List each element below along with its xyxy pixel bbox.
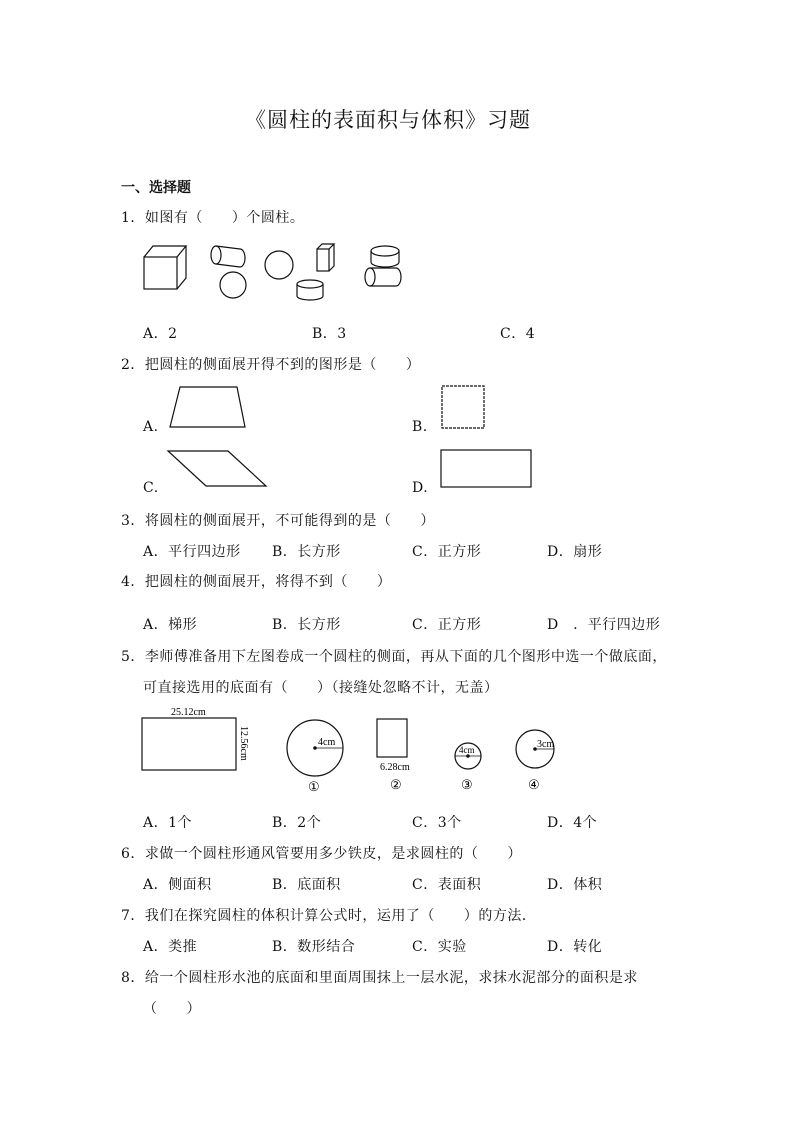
- q6-option-b[interactable]: B．底面积: [272, 877, 341, 893]
- question-2-text: 2．把圆柱的侧面展开得不到的图形是（ ）: [121, 357, 421, 373]
- q2-option-b[interactable]: B.: [412, 419, 428, 435]
- question-1-text: 1．如图有（ ）个圆柱。: [121, 210, 305, 226]
- q1-option-c[interactable]: C．4: [500, 326, 536, 342]
- q6-option-a[interactable]: A．侧面积: [143, 877, 212, 893]
- marker-1: ①: [308, 779, 320, 794]
- q3-option-b[interactable]: B．长方形: [272, 544, 341, 560]
- q7-option-a[interactable]: A．类推: [143, 939, 198, 955]
- q5-option-d[interactable]: D．4个: [547, 815, 598, 831]
- q2-option-a[interactable]: A.: [143, 419, 159, 435]
- unrolled-side-rectangle: [142, 718, 236, 770]
- question-8-text-line2: （ ）: [143, 1001, 201, 1017]
- q4-option-b[interactable]: B．长方形: [272, 617, 341, 633]
- q1-option-a[interactable]: A．2: [143, 326, 178, 342]
- rect-width-label: 25.12cm: [171, 707, 206, 718]
- circle-3-radius-label: 4cm: [459, 745, 475, 755]
- question-3-text: 3．将圆柱的侧面展开，不可能得到的是（ ）: [121, 513, 435, 529]
- q3-option-d[interactable]: D．扇形: [547, 544, 603, 560]
- question-6-text: 6．求做一个圆柱形通风管要用多少铁皮，是求圆柱的（ ）: [121, 846, 522, 862]
- circle-1-radius-label: 4cm: [318, 737, 336, 748]
- section-heading: 一、选择题: [121, 180, 191, 196]
- question-7-text: 7．我们在探究圆柱的体积计算公式时，运用了（ ）的方法．: [121, 908, 537, 924]
- q2-option-c[interactable]: C.: [143, 480, 159, 496]
- rect-height-label: 12.56cm: [238, 726, 249, 761]
- q4-option-c[interactable]: C．正方形: [412, 617, 482, 633]
- q2-option-d[interactable]: D.: [412, 480, 429, 496]
- q6-option-d[interactable]: D．体积: [547, 877, 603, 893]
- q6-option-c[interactable]: C．表面积: [412, 877, 482, 893]
- q4-option-a[interactable]: A．梯形: [143, 617, 198, 633]
- circle-4-radius-label: 3cm: [537, 739, 555, 750]
- question-5-text-line2: 可直接选用的底面有（ ）（接缝处忽略不计，无盖）: [143, 680, 499, 696]
- page-title: 《圆柱的表面积与体积》习题: [245, 108, 531, 132]
- marker-2: ②: [390, 777, 402, 792]
- square-side-label: 6.28cm: [380, 762, 410, 773]
- q5-option-a[interactable]: A．1个: [143, 815, 193, 831]
- q5-option-b[interactable]: B．2个: [272, 815, 322, 831]
- question-5-text-line1: 5．李师傅准备用下左图卷成一个圆柱的侧面，再从下面的几个图形中选一个做底面，: [121, 649, 667, 665]
- q5-option-c[interactable]: C．3个: [412, 815, 462, 831]
- q3-option-c[interactable]: C．正方形: [412, 544, 482, 560]
- q3-option-a[interactable]: A．平行四边形: [143, 544, 241, 560]
- q4-option-d[interactable]: D ．平行四边形: [547, 617, 661, 633]
- q7-option-d[interactable]: D．转化: [547, 939, 603, 955]
- base-square-2: [377, 719, 407, 757]
- q7-option-c[interactable]: C．实验: [412, 939, 467, 955]
- marker-4: ④: [528, 777, 540, 792]
- q1-option-b[interactable]: B．3: [312, 326, 347, 342]
- question-8-text-line1: 8．给一个圆柱形水池的底面和里面周围抹上一层水泥，求抹水泥部分的面积是求: [121, 970, 638, 986]
- marker-3: ③: [461, 777, 473, 792]
- question-4-text: 4．把圆柱的侧面展开，将得不到（ ）: [121, 574, 392, 590]
- q7-option-b[interactable]: B．数形结合: [272, 939, 356, 955]
